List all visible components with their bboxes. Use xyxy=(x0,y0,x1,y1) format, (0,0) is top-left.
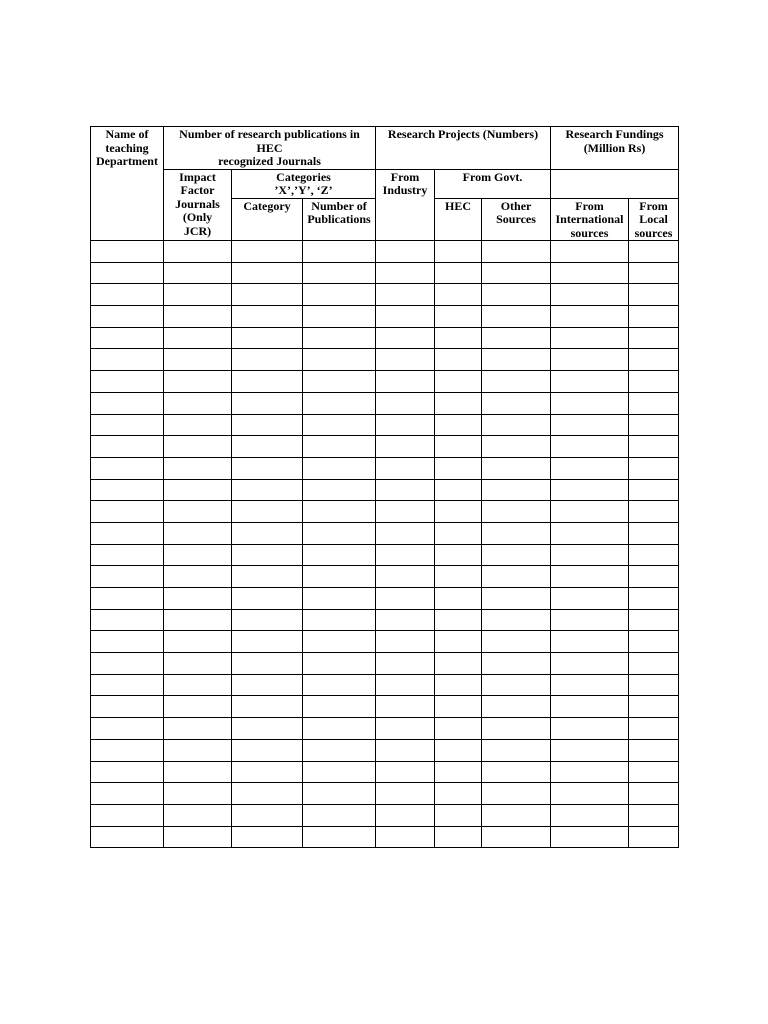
table-cell[interactable] xyxy=(164,501,232,523)
table-cell[interactable] xyxy=(376,284,435,306)
table-row xyxy=(91,739,679,761)
table-cell[interactable] xyxy=(482,674,551,696)
table-cell[interactable] xyxy=(91,479,164,501)
table-cell[interactable] xyxy=(482,241,551,263)
table-cell[interactable] xyxy=(164,349,232,371)
table-cell[interactable] xyxy=(482,414,551,436)
table-cell[interactable] xyxy=(164,739,232,761)
table-cell[interactable] xyxy=(164,609,232,631)
table-cell[interactable] xyxy=(303,544,376,566)
table-cell[interactable] xyxy=(376,566,435,588)
table-cell[interactable] xyxy=(232,436,303,458)
table-cell[interactable] xyxy=(303,349,376,371)
table-cell[interactable] xyxy=(629,566,679,588)
table-cell[interactable] xyxy=(376,349,435,371)
header-publications: Number of research publications in HEC recognized Journals xyxy=(164,127,376,170)
table-cell[interactable] xyxy=(435,284,482,306)
table-cell[interactable] xyxy=(303,371,376,393)
header-impact-factor: Impact Factor Journals (Only JCR) xyxy=(164,169,232,241)
table-cell[interactable] xyxy=(91,241,164,263)
table-row xyxy=(91,479,679,501)
table-cell[interactable] xyxy=(91,609,164,631)
table-cell[interactable] xyxy=(376,631,435,653)
table-header xyxy=(91,127,679,241)
table-row xyxy=(91,349,679,371)
table-cell[interactable] xyxy=(435,349,482,371)
table-cell[interactable] xyxy=(164,718,232,740)
table-cell[interactable] xyxy=(376,674,435,696)
table-cell[interactable] xyxy=(435,371,482,393)
table-cell[interactable] xyxy=(91,327,164,349)
table-cell[interactable] xyxy=(232,501,303,523)
table-cell[interactable] xyxy=(435,436,482,458)
table-cell[interactable] xyxy=(91,783,164,805)
table-cell[interactable] xyxy=(91,501,164,523)
table-cell[interactable] xyxy=(232,262,303,284)
table-cell[interactable] xyxy=(164,631,232,653)
table-row xyxy=(91,609,679,631)
table-cell[interactable] xyxy=(232,522,303,544)
table-cell[interactable] xyxy=(303,566,376,588)
table-cell[interactable] xyxy=(164,479,232,501)
table-cell[interactable] xyxy=(232,761,303,783)
table-cell[interactable] xyxy=(376,522,435,544)
table-cell[interactable] xyxy=(164,696,232,718)
table-cell[interactable] xyxy=(303,826,376,848)
table-cell[interactable] xyxy=(376,306,435,328)
table-row xyxy=(91,457,679,479)
table-cell[interactable] xyxy=(551,436,629,458)
table-cell[interactable] xyxy=(482,631,551,653)
table-cell[interactable] xyxy=(629,739,679,761)
table-cell[interactable] xyxy=(482,501,551,523)
table-cell[interactable] xyxy=(482,457,551,479)
table-cell[interactable] xyxy=(91,349,164,371)
table-cell[interactable] xyxy=(376,479,435,501)
table-cell[interactable] xyxy=(482,544,551,566)
header-number-of-publications: Number of Publications xyxy=(303,198,376,241)
table-cell[interactable] xyxy=(91,696,164,718)
table-row xyxy=(91,284,679,306)
table-cell[interactable] xyxy=(376,826,435,848)
table-cell[interactable] xyxy=(435,262,482,284)
table-cell[interactable] xyxy=(91,522,164,544)
table-cell[interactable] xyxy=(376,501,435,523)
table-cell[interactable] xyxy=(629,544,679,566)
header-category: Category xyxy=(232,198,303,241)
table-cell[interactable] xyxy=(435,826,482,848)
table-cell[interactable] xyxy=(232,609,303,631)
table-cell[interactable] xyxy=(232,696,303,718)
table-cell[interactable] xyxy=(629,392,679,414)
table-cell[interactable] xyxy=(551,327,629,349)
table-cell[interactable] xyxy=(376,262,435,284)
table-cell[interactable] xyxy=(435,609,482,631)
table-cell[interactable] xyxy=(376,653,435,675)
table-cell[interactable] xyxy=(164,327,232,349)
table-cell[interactable] xyxy=(629,804,679,826)
table-cell[interactable] xyxy=(435,392,482,414)
table-cell[interactable] xyxy=(482,479,551,501)
table-cell[interactable] xyxy=(482,327,551,349)
table-cell[interactable] xyxy=(551,631,629,653)
table-cell[interactable] xyxy=(629,306,679,328)
table-cell[interactable] xyxy=(232,284,303,306)
table-cell[interactable] xyxy=(629,241,679,263)
table-cell[interactable] xyxy=(551,284,629,306)
table-row xyxy=(91,306,679,328)
table-cell[interactable] xyxy=(435,761,482,783)
table-cell[interactable] xyxy=(435,696,482,718)
table-cell[interactable] xyxy=(376,696,435,718)
table-cell[interactable] xyxy=(164,457,232,479)
table-cell[interactable] xyxy=(303,262,376,284)
table-row xyxy=(91,371,679,393)
table-cell[interactable] xyxy=(551,783,629,805)
table-cell[interactable] xyxy=(232,371,303,393)
table-cell[interactable] xyxy=(91,436,164,458)
table-row xyxy=(91,826,679,848)
table-cell[interactable] xyxy=(551,588,629,610)
table-cell[interactable] xyxy=(376,718,435,740)
table-cell[interactable] xyxy=(551,349,629,371)
table-cell[interactable] xyxy=(376,588,435,610)
table-cell[interactable] xyxy=(629,327,679,349)
table-cell[interactable] xyxy=(551,262,629,284)
table-cell[interactable] xyxy=(376,327,435,349)
table-cell[interactable] xyxy=(164,414,232,436)
table-cell[interactable] xyxy=(232,674,303,696)
table-cell[interactable] xyxy=(629,284,679,306)
table-cell[interactable] xyxy=(376,544,435,566)
table-row xyxy=(91,262,679,284)
table-cell[interactable] xyxy=(303,306,376,328)
table-cell[interactable] xyxy=(91,284,164,306)
table-cell[interactable] xyxy=(232,826,303,848)
table-cell[interactable] xyxy=(551,392,629,414)
table-cell[interactable] xyxy=(376,392,435,414)
table-cell[interactable] xyxy=(91,544,164,566)
table-cell[interactable] xyxy=(551,241,629,263)
table-cell[interactable] xyxy=(232,804,303,826)
table-cell[interactable] xyxy=(376,761,435,783)
table-row xyxy=(91,674,679,696)
table-cell[interactable] xyxy=(91,371,164,393)
table-cell[interactable] xyxy=(164,761,232,783)
table-row xyxy=(91,783,679,805)
table-cell[interactable] xyxy=(303,631,376,653)
table-cell[interactable] xyxy=(551,609,629,631)
header-from-local: From Local sources xyxy=(629,198,679,241)
header-research-fundings: Research Fundings (Million Rs) xyxy=(551,127,679,170)
table-cell[interactable] xyxy=(629,262,679,284)
table-cell[interactable] xyxy=(164,262,232,284)
table-cell[interactable] xyxy=(91,414,164,436)
table-cell[interactable] xyxy=(482,761,551,783)
table-cell[interactable] xyxy=(551,739,629,761)
table-cell[interactable] xyxy=(435,306,482,328)
table-cell[interactable] xyxy=(303,392,376,414)
table-cell[interactable] xyxy=(551,674,629,696)
table-cell[interactable] xyxy=(303,804,376,826)
table-cell[interactable] xyxy=(435,414,482,436)
table-cell[interactable] xyxy=(482,609,551,631)
table-cell[interactable] xyxy=(164,241,232,263)
table-cell[interactable] xyxy=(629,718,679,740)
table-cell[interactable] xyxy=(164,306,232,328)
table-cell[interactable] xyxy=(551,414,629,436)
table-cell[interactable] xyxy=(303,674,376,696)
table-body xyxy=(91,241,679,848)
table-cell[interactable] xyxy=(482,371,551,393)
table-cell[interactable] xyxy=(482,262,551,284)
table-cell[interactable] xyxy=(303,457,376,479)
table-cell[interactable] xyxy=(232,783,303,805)
table-cell[interactable] xyxy=(629,631,679,653)
header-research-projects: Research Projects (Numbers) xyxy=(376,127,551,170)
table-cell[interactable] xyxy=(482,696,551,718)
table-cell[interactable] xyxy=(232,544,303,566)
table-cell[interactable] xyxy=(551,306,629,328)
table-cell[interactable] xyxy=(303,479,376,501)
table-cell[interactable] xyxy=(482,804,551,826)
table-cell[interactable] xyxy=(91,718,164,740)
table-cell[interactable] xyxy=(435,674,482,696)
table-cell[interactable] xyxy=(435,718,482,740)
table-cell[interactable] xyxy=(303,522,376,544)
table-cell[interactable] xyxy=(376,241,435,263)
table-cell[interactable] xyxy=(91,739,164,761)
table-cell[interactable] xyxy=(232,566,303,588)
table-cell[interactable] xyxy=(232,414,303,436)
table-cell[interactable] xyxy=(551,696,629,718)
table-cell[interactable] xyxy=(232,327,303,349)
table-cell[interactable] xyxy=(303,588,376,610)
table-cell[interactable] xyxy=(435,501,482,523)
table-cell[interactable] xyxy=(91,674,164,696)
header-from-industry: From Industry xyxy=(376,169,435,241)
table-cell[interactable] xyxy=(482,436,551,458)
table-row xyxy=(91,327,679,349)
table-cell[interactable] xyxy=(551,804,629,826)
table-cell[interactable] xyxy=(629,696,679,718)
table-cell[interactable] xyxy=(164,783,232,805)
table-cell[interactable] xyxy=(435,522,482,544)
table-cell[interactable] xyxy=(629,457,679,479)
table-cell[interactable] xyxy=(435,457,482,479)
table-cell[interactable] xyxy=(551,566,629,588)
table-cell[interactable] xyxy=(482,284,551,306)
table-row xyxy=(91,653,679,675)
table-cell[interactable] xyxy=(482,522,551,544)
table-cell[interactable] xyxy=(232,392,303,414)
table-row xyxy=(91,631,679,653)
table-cell[interactable] xyxy=(482,349,551,371)
table-cell[interactable] xyxy=(629,349,679,371)
table-cell[interactable] xyxy=(164,392,232,414)
table-cell[interactable] xyxy=(303,284,376,306)
table-cell[interactable] xyxy=(164,653,232,675)
header-from-govt: From Govt. xyxy=(435,169,551,198)
header-other-sources: Other Sources xyxy=(482,198,551,241)
table-cell[interactable] xyxy=(376,414,435,436)
table-cell[interactable] xyxy=(232,241,303,263)
table-cell[interactable] xyxy=(232,739,303,761)
header-fundings-spacer xyxy=(551,169,679,198)
table-cell[interactable] xyxy=(164,566,232,588)
table-cell[interactable] xyxy=(91,588,164,610)
table-cell[interactable] xyxy=(482,566,551,588)
table-cell[interactable] xyxy=(629,479,679,501)
table-cell[interactable] xyxy=(232,653,303,675)
table-cell[interactable] xyxy=(629,653,679,675)
table-cell[interactable] xyxy=(435,544,482,566)
table-cell[interactable] xyxy=(164,522,232,544)
header-department: Name of teaching Department xyxy=(91,127,164,241)
table-row xyxy=(91,696,679,718)
table-cell[interactable] xyxy=(164,674,232,696)
table-cell[interactable] xyxy=(164,804,232,826)
table-cell[interactable] xyxy=(482,718,551,740)
table-cell[interactable] xyxy=(482,783,551,805)
table-cell[interactable] xyxy=(482,826,551,848)
table-cell[interactable] xyxy=(303,609,376,631)
research-form-table xyxy=(90,126,679,848)
table-cell[interactable] xyxy=(303,783,376,805)
table-cell[interactable] xyxy=(435,327,482,349)
table-cell[interactable] xyxy=(551,544,629,566)
table-row xyxy=(91,501,679,523)
table-cell[interactable] xyxy=(164,544,232,566)
table-cell[interactable] xyxy=(376,436,435,458)
table-cell[interactable] xyxy=(435,241,482,263)
table-cell[interactable] xyxy=(435,588,482,610)
table-cell[interactable] xyxy=(303,653,376,675)
table-row xyxy=(91,522,679,544)
table-cell[interactable] xyxy=(303,327,376,349)
table-cell[interactable] xyxy=(164,284,232,306)
table-row xyxy=(91,804,679,826)
table-cell[interactable] xyxy=(629,588,679,610)
table-cell[interactable] xyxy=(629,501,679,523)
table-cell[interactable] xyxy=(303,718,376,740)
table-cell[interactable] xyxy=(435,653,482,675)
table-row xyxy=(91,392,679,414)
table-row xyxy=(91,241,679,263)
table-row xyxy=(91,544,679,566)
table-cell[interactable] xyxy=(551,761,629,783)
table-cell[interactable] xyxy=(629,674,679,696)
table-cell[interactable] xyxy=(551,522,629,544)
table-cell[interactable] xyxy=(482,739,551,761)
table-cell[interactable] xyxy=(232,718,303,740)
table-cell[interactable] xyxy=(435,631,482,653)
table-cell[interactable] xyxy=(91,826,164,848)
table-cell[interactable] xyxy=(629,371,679,393)
table-cell[interactable] xyxy=(629,436,679,458)
table-cell[interactable] xyxy=(551,826,629,848)
table-cell[interactable] xyxy=(629,522,679,544)
table-cell[interactable] xyxy=(376,371,435,393)
table-row xyxy=(91,566,679,588)
table-cell[interactable] xyxy=(91,457,164,479)
header-from-international: From International sources xyxy=(551,198,629,241)
header-hec: HEC xyxy=(435,198,482,241)
table-cell[interactable] xyxy=(551,718,629,740)
table-cell[interactable] xyxy=(91,262,164,284)
table-cell[interactable] xyxy=(551,457,629,479)
table-cell[interactable] xyxy=(551,501,629,523)
table-cell[interactable] xyxy=(435,479,482,501)
table-cell[interactable] xyxy=(482,588,551,610)
table-cell[interactable] xyxy=(232,588,303,610)
table-cell[interactable] xyxy=(551,371,629,393)
table-cell[interactable] xyxy=(164,588,232,610)
table-cell[interactable] xyxy=(629,414,679,436)
table-cell[interactable] xyxy=(164,436,232,458)
table-cell[interactable] xyxy=(232,349,303,371)
table-cell[interactable] xyxy=(303,436,376,458)
table-cell[interactable] xyxy=(551,479,629,501)
table-cell[interactable] xyxy=(435,739,482,761)
table-row xyxy=(91,436,679,458)
table-cell[interactable] xyxy=(376,739,435,761)
table-cell[interactable] xyxy=(91,761,164,783)
table-cell[interactable] xyxy=(164,826,232,848)
table-cell[interactable] xyxy=(303,739,376,761)
table-cell[interactable] xyxy=(91,392,164,414)
table-cell[interactable] xyxy=(482,306,551,328)
table-cell[interactable] xyxy=(629,761,679,783)
table-cell[interactable] xyxy=(91,306,164,328)
table-cell[interactable] xyxy=(435,804,482,826)
table-cell[interactable] xyxy=(232,479,303,501)
table-row xyxy=(91,761,679,783)
table-cell[interactable] xyxy=(303,501,376,523)
table-cell[interactable] xyxy=(91,566,164,588)
table-row xyxy=(91,718,679,740)
header-categories: Categories ’X’,’Y’, ‘Z’ xyxy=(232,169,376,198)
table-cell[interactable] xyxy=(303,696,376,718)
table-cell[interactable] xyxy=(376,804,435,826)
table-cell[interactable] xyxy=(376,783,435,805)
table-cell[interactable] xyxy=(376,457,435,479)
table-cell[interactable] xyxy=(232,631,303,653)
table-cell[interactable] xyxy=(629,783,679,805)
table-cell[interactable] xyxy=(303,761,376,783)
table-cell[interactable] xyxy=(232,457,303,479)
table-cell[interactable] xyxy=(303,241,376,263)
table-cell[interactable] xyxy=(91,653,164,675)
table-cell[interactable] xyxy=(232,306,303,328)
table-cell[interactable] xyxy=(482,392,551,414)
table-cell[interactable] xyxy=(303,414,376,436)
table-cell[interactable] xyxy=(435,783,482,805)
table-row xyxy=(91,588,679,610)
table-cell[interactable] xyxy=(91,804,164,826)
table-cell[interactable] xyxy=(551,653,629,675)
table-row xyxy=(91,414,679,436)
table-cell[interactable] xyxy=(376,609,435,631)
table-cell[interactable] xyxy=(629,826,679,848)
table-cell[interactable] xyxy=(482,653,551,675)
table-cell[interactable] xyxy=(91,631,164,653)
table-cell[interactable] xyxy=(435,566,482,588)
table-cell[interactable] xyxy=(164,371,232,393)
table-cell[interactable] xyxy=(629,609,679,631)
